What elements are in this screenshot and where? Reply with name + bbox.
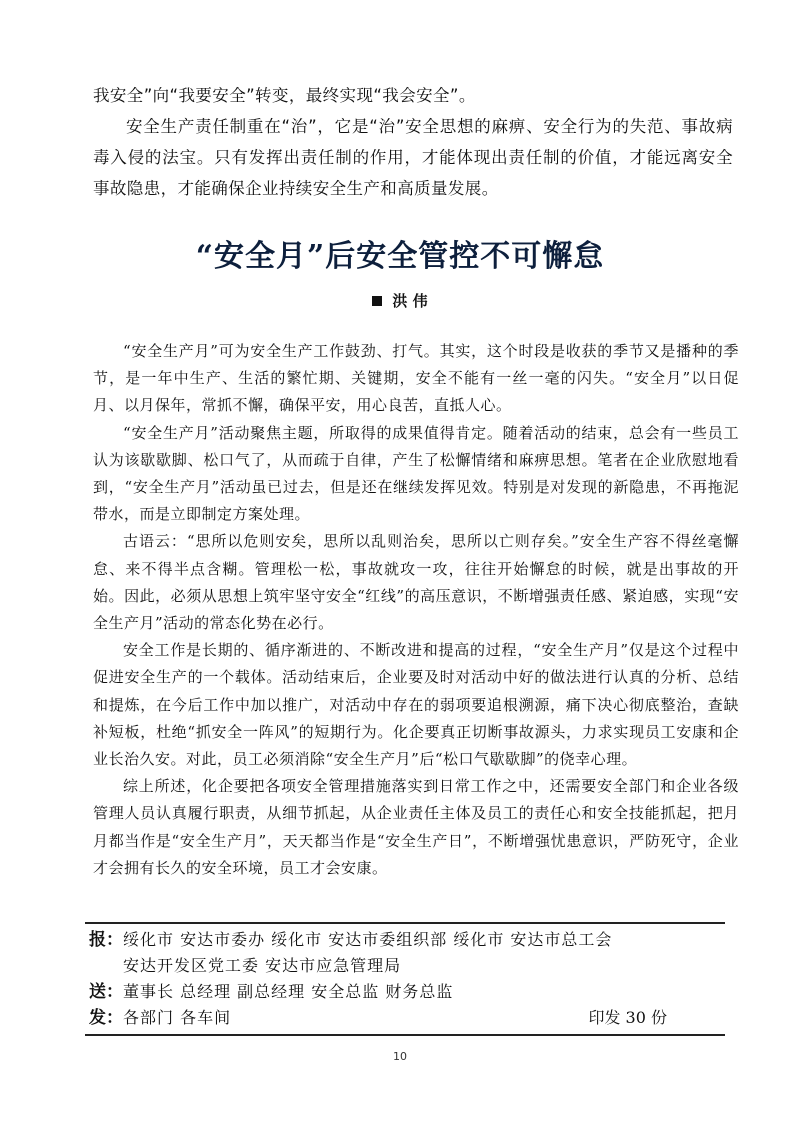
send-row <box>89 979 729 1005</box>
report-label: 报： <box>89 930 123 950</box>
send-label: 送： <box>89 982 123 1002</box>
author-name: 洪 伟 <box>392 292 428 310</box>
report-recipients-2: 安达开发区党工委 安达市应急管理局 <box>123 956 402 975</box>
report-row <box>89 927 729 953</box>
article-paragraph-2: “安全生产月”活动聚焦主题，所取得的成果值得肯定。随着活动的结束，总会有一些员工认为该歇歇脚、松口气了，从而疏于自律，产生了松懈情绪和麻痹思想。笔者在企业欣慰地看到，“安全生产月”活动虽已过去，但是还在继续发挥见效。特别是对发现的新隐患，不再拖泥带水，而是立即制定方案处理。 <box>93 423 739 524</box>
article-title: “安全月”后安全管控不可懈怠 <box>195 239 605 274</box>
article-paragraph-4: 安全工作是长期的、循序渐进的、不断改进和提高的过程，“安全生产月”仅是这个过程中促进安全生产的一个载体。活动结束后，企业要及时对活动中好的做法进行认真的分析、总结和提炼，在今后工作中加以推广，对活动中存在的弱项要追根溯源，痛下决心彻底整治，查缺补短板，杜绝“抓安全一阵风”的短期行为。化企要真正切断事故源头，力求实现员工安康和企业长治久安。对此，员工必须消除“安全生产月”后“松口气歇歇脚”的侥幸心理。 <box>93 641 739 769</box>
distribution-bottom-rule <box>85 1034 725 1036</box>
send-recipients: 董事长 总经理 副总经理 安全总监 财务总监 <box>123 982 454 1001</box>
intro-paragraph: 安全生产责任制重在“治”，它是“治”安全思想的麻痹、安全行为的失范、事故病毒入侵的法宝。只有发挥出责任制的作用，才能体现出责任制的价值，才能远离安全事故隐患，才能确保企业持续安全生产和高质量发展。 <box>93 117 733 198</box>
article-body <box>93 338 739 882</box>
intro-section <box>93 80 733 204</box>
issue-row <box>89 1005 729 1031</box>
copies-count: 印发 30 份 <box>588 1008 667 1027</box>
page-number: 10 <box>393 1050 407 1063</box>
article-paragraph-5: 综上所述，化企要把各项安全管理措施落实到日常工作之中，还需要安全部门和企业各级管理人员认真履行职责，从细节抓起，从企业责任主体及员工的责任心和安全技能抓起，把月月都当作是“安全生产月”，天天都当作是“安全生产日”，不断增强忧患意识，严防死守，企业才会拥有长久的安全环境，员工才会安康。 <box>93 777 739 877</box>
report-recipients: 绥化市 安达市委办 绥化市 安达市委组织部 绥化市 安达市总工会 <box>123 930 613 949</box>
issue-recipients: 各部门 各车间 <box>123 1008 232 1027</box>
report-row-continued <box>89 953 729 979</box>
article-paragraph-3: 古语云：“思所以危则安矣，思所以乱则治矣，思所以亡则存矣。”安全生产容不得丝毫懈怠、来不得半点含糊。管理松一松，事故就攻一攻，往往开始懈怠的时候，就是出事故的开始。因此，必须从思想上筑牢坚守安全“红线”的高压意识，不断增强责任感、紧迫感，实现“安全生产月”活动的常态化势在必行。 <box>93 532 739 633</box>
bullet-square-icon <box>372 296 382 306</box>
article-paragraph-1: “安全生产月”可为安全生产工作鼓劲、打气。其实，这个时段是收获的季节又是播种的季节，是一年中生产、生活的繁忙期、关键期，安全不能有一丝一毫的闪失。“安全月”以日促月、以月保年，常抓不懈，确保平安，用心良苦，直抵人心。 <box>93 342 739 415</box>
distribution-top-rule <box>85 922 725 924</box>
distribution-list <box>89 927 729 1031</box>
intro-line: 我安全”向“我要安全”转变，最终实现“我会安全”。 <box>93 86 476 105</box>
issue-label: 发： <box>89 1008 123 1028</box>
article-author <box>0 290 800 311</box>
